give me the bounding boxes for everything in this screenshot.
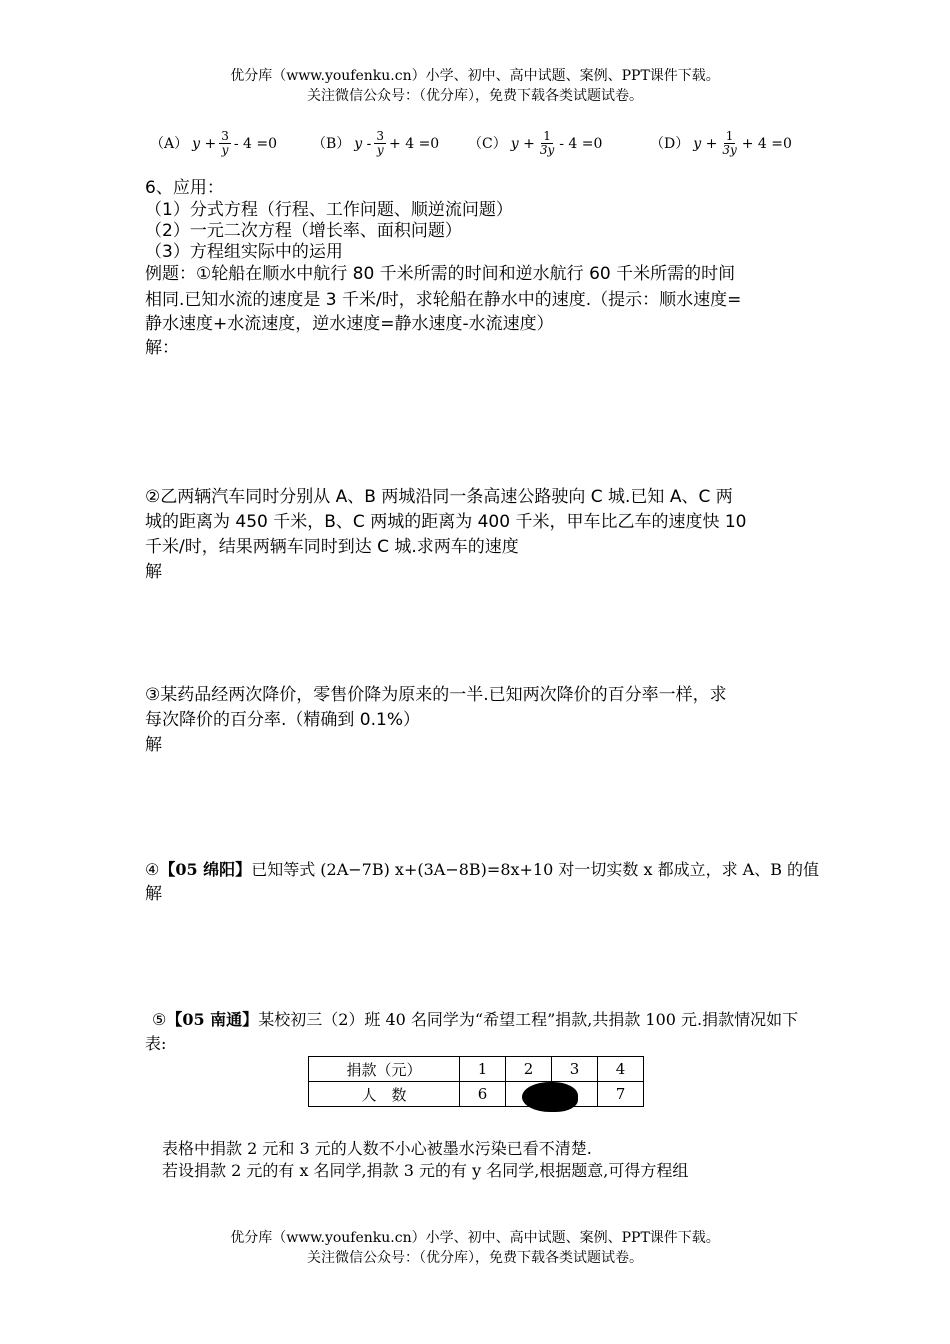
option-a-post: - 4 =0 [233,135,278,152]
example-1-solution: 解： [145,338,179,358]
section-6-title: 6、应用： [145,178,224,198]
example-3-line-2: 每次降价的百分率.（精确到 0.1%） [145,710,420,730]
example-3-solution: 解 [145,735,162,755]
example-1-line-2: 相同.已知水流的速度是 3 千米/时，求轮船在静水中的速度.（提示：顺水速度= [145,290,742,310]
footer-line-2: 关注微信公众号：（优分库），免费下载各类试题试卷。 [307,1250,643,1266]
option-b-fraction [374,130,386,157]
example-5-line-1 [152,1007,817,1033]
option-c-den: 3y [539,143,555,157]
option-a-fraction [219,130,231,157]
table-row [309,1082,644,1107]
option-c-pre: y + [510,135,535,152]
option-d-num: 1 [725,129,734,143]
option-d-pre: y + [693,135,718,152]
option-b [312,130,439,157]
table-cell: 1 [460,1057,506,1082]
example-1-line-1: 例题：①轮船在顺水中航行 80 千米所需的时间和逆水航行 60 千米所需的时间 [145,264,736,284]
option-a [150,130,277,157]
option-b-pre: y - [354,135,372,152]
option-b-post: + 4 =0 [389,135,440,152]
section-6-item-2: （2）一元二次方程（增长率、面积问题） [145,221,462,241]
example-5-prefix: ⑤ [152,1010,167,1029]
example-1-line-3: 静水速度+水流速度，逆水速度=静水速度-水流速度） [145,314,554,334]
example-4-tag: 【05 绵阳】 [159,860,252,879]
example-5-line-2: 表: [145,1034,167,1053]
example-5-note-2: 若设捐款 2 元的有 x 名同学,捐款 3 元的有 y 名同学,根据题意,可得方程组 [162,1161,689,1180]
example-2-line-1: ②乙两辆汽车同时分别从 A、B 两城沿同一条高速公路驶向 C 城.已知 A、C 两 [145,487,733,507]
donation-table [308,1056,644,1107]
ink-blot [522,1082,578,1112]
example-5-note-1: 表格中捐款 2 元和 3 元的人数不小心被墨水污染已看不清楚. [162,1139,592,1158]
table-cell: 3 [552,1057,598,1082]
example-5-tag: 【05 南通】 [166,1010,259,1029]
option-d-post: + 4 =0 [741,135,792,152]
example-3-line-1: ③某药品经两次降价，零售价降为原来的一半.已知两次降价的百分率一样，求 [145,685,727,705]
example-2-line-2: 城的距离为 450 千米，B、C 两城的距离为 400 千米，甲车比乙车的速度快 10 [145,512,747,532]
option-b-label: （B） [312,135,351,152]
option-d [650,130,792,157]
option-c-post: - 4 =0 [559,135,603,152]
option-a-num: 3 [221,129,229,143]
option-d-fraction [720,130,738,157]
table-row [309,1057,644,1082]
option-c [468,130,602,157]
option-d-den: 3y [722,143,737,157]
table-cell: 捐款（元） [309,1057,460,1082]
option-a-den: y [221,143,229,157]
option-a-label: （A） [150,135,189,152]
example-4-solution: 解 [145,884,162,904]
option-c-fraction [538,130,556,157]
option-c-num: 1 [543,129,551,143]
example-5-text: 某校初三（2）班 40 名同学为“希望工程”捐款,共捐款 100 元.捐款情况如下 [258,1010,799,1029]
example-2-line-3: 千米/时，结果两辆车同时到达 C 城.求两车的速度 [145,537,519,557]
option-d-label: （D） [650,135,690,152]
example-4-text: 已知等式 (2A−7B) x+(3A−8B)=8x+10 对一切实数 x 都成立，求 A、B 的值 [251,860,820,879]
table-cell: 2 [506,1057,552,1082]
example-4-line [145,857,820,883]
table-cell: 人 数 [309,1082,460,1107]
header-line-1: 优分库（www.youfenku.cn）小学、初中、高中试题、案例、PPT课件下载。 [230,68,720,84]
example-4-prefix: ④ [145,860,160,879]
option-a-pre: y + [192,135,217,152]
option-c-label: （C） [468,135,507,152]
section-6-item-3: （3）方程组实际中的运用 [145,242,343,262]
table-cell: 7 [598,1082,644,1107]
table-cell: 6 [460,1082,506,1107]
option-b-num: 3 [376,129,385,143]
table-cell: 4 [598,1057,644,1082]
section-6-item-1: （1）分式方程（行程、工作问题、顺逆流问题） [145,200,513,220]
option-b-den: y [376,143,384,157]
example-2-solution: 解 [145,562,162,582]
footer-line-1: 优分库（www.youfenku.cn）小学、初中、高中试题、案例、PPT课件下载。 [230,1230,720,1246]
header-line-2: 关注微信公众号：（优分库），免费下载各类试题试卷。 [307,88,643,104]
